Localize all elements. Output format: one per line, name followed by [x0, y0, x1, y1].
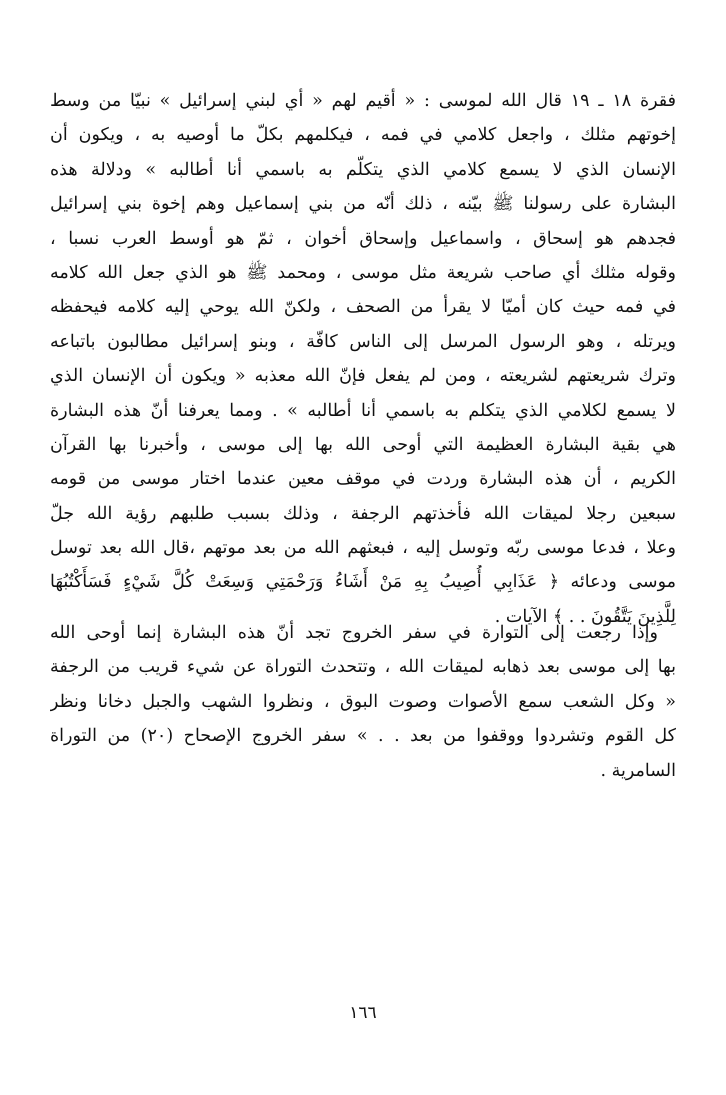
quran-verse-line: لِلَّذِينَ يَتَّقُونَ . . ﴾ الآيات .	[494, 606, 676, 627]
paragraph-2	[50, 616, 676, 788]
text-line: فجدهم هو إسحاق ، واسماعيل وإسحاق أخوان ، ثمّ هو أوسط العرب نسبا ،	[50, 228, 676, 249]
text-line: « وكل الشعب سمع الأصوات وصوت البوق ، ونظروا الشهب والجبل دخانا ونظر	[50, 691, 676, 712]
paragraph-1	[50, 84, 676, 634]
text-line: لا يسمع لكلامي الذي يتكلم به باسمي أنا أطالبه » . ومما يعرفنا أنّ هذه البشارة	[50, 400, 676, 421]
text-line: فقرة ١٨ ـ ١٩ قال الله لموسى : « أقيم لهم « أي لبني إسرائيل » نبيّا من وسط	[50, 91, 676, 111]
text-line: وعلا ، فدعا موسى ربّه وتوسل إليه ، فبعثهم الله من بعد موتهم ،قال الله بعد توسل	[50, 538, 676, 559]
quran-verse-line: موسى ودعائه ﴿ عَذَابِي أُصِيبُ بِهِ مَنْ أَشَاءُ وَرَحْمَتِي وَسِعَتْ كُلَّ شَيْءٍ فَسَأَكْتُبُهَا	[50, 572, 676, 593]
text-line: بها إلى موسى بعد ذهابه لميقات الله ، وتتحدث التوراة عن شيء قريب من الرجفة	[50, 657, 676, 678]
text-line: إخوتهم مثلك ، واجعل كلامي في فمه ، فيكلمهم بكلّ ما أوصيه به ، ويكون أن	[50, 125, 676, 146]
text-line: هي بقية البشارة العظيمة التي أوحى الله بها إلى موسى ، وأخبرنا بها القرآن	[50, 434, 676, 455]
text-line: في فمه حيث كان أميّا لا يقرأ من الصحف ، ولكنّ الله يوحي إليه كلامه فيحفظه	[50, 297, 676, 318]
text-line: السامرية .	[600, 760, 676, 781]
text-line: البشارة على رسولنا ﷺ بيّنه ، ذلك أنّه من بني إسماعيل وهم إخوة بني إسرائيل	[50, 194, 676, 215]
page-number: ١٦٦	[349, 1003, 377, 1023]
text-line: ويرتله ، وهو الرسول المرسل إلى الناس كافّة ، وبنو إسرائيل مطالبون باتباعه	[50, 331, 676, 352]
text-line: وقوله مثلك أي صاحب شريعة مثل موسى ، ومحمد ﷺ هو الذي جعل الله كلامه	[50, 262, 676, 283]
text-line: سبعين رجلا لميقات الله فأخذتهم الرجفة ، وذلك بسبب طلبهم رؤية الله جلّ	[50, 503, 676, 524]
text-line: وترك شريعتهم لشريعته ، ومن لم يفعل فإنّ الله معذبه « ويكون أن الإنسان الذي	[50, 366, 676, 387]
text-line: وإذا رجعت إلى التوارة في سفر الخروج تجد أنّ هذه البشارة إنما أوحى الله	[50, 623, 658, 643]
text-line: الإنسان الذي لا يسمع كلامي الذي يتكلّم به باسمي أنا أطالبه » ودلالة هذه	[50, 159, 676, 180]
text-line: كل القوم وتشردوا ووقفوا من بعد . . » سفر الخروج الإصحاح (٢٠) من التوراة	[50, 726, 676, 747]
text-line: الكريم ، أن هذه البشارة وردت في موقف معين عندما اختار موسى من قومه	[50, 469, 676, 490]
